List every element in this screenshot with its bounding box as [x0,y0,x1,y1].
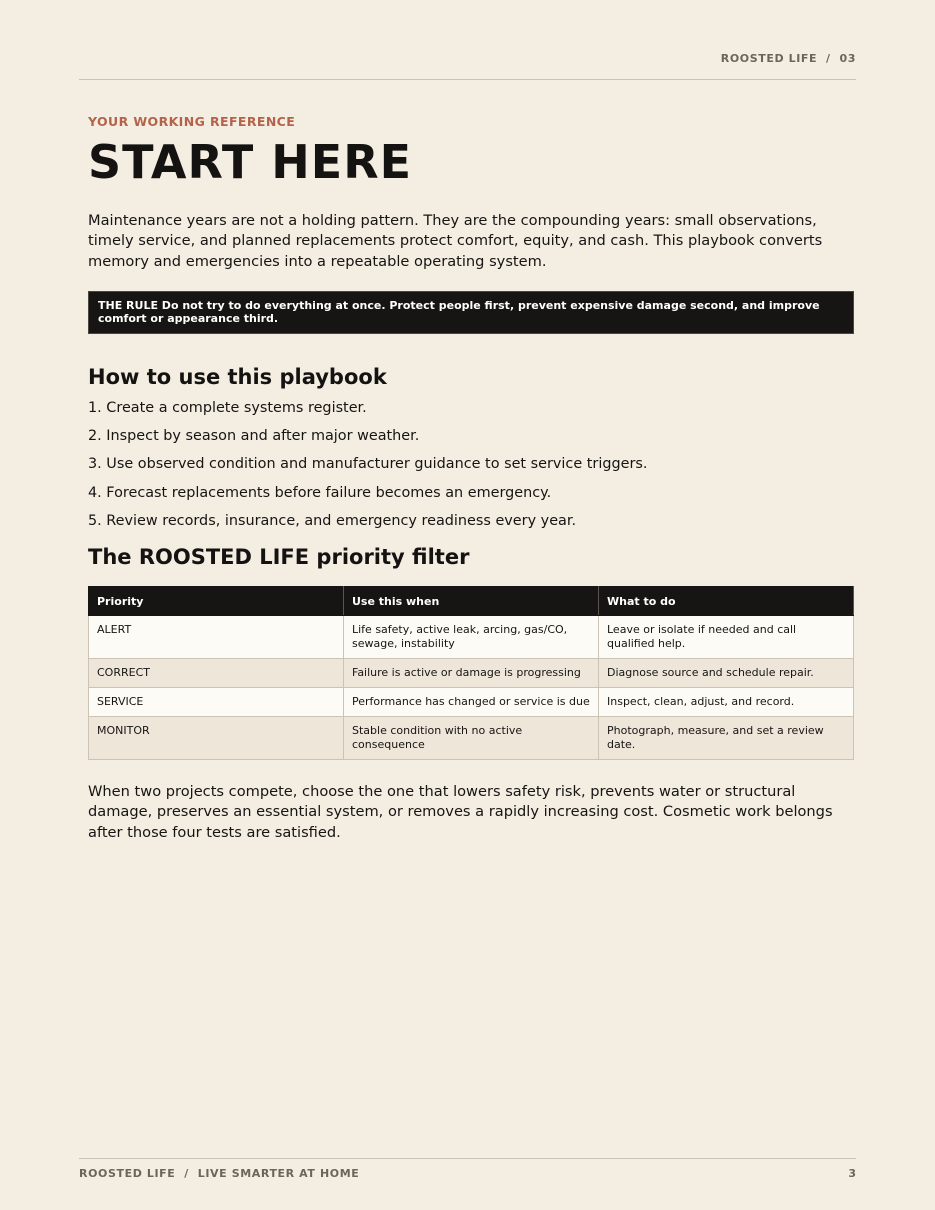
condition-cell: Performance has changed or service is due [344,688,599,717]
priority-filter-heading: The ROOSTED LIFE priority filter [88,545,470,570]
running-header: ROOSTED LIFE / 03 [720,52,856,65]
priority-cell: SERVICE [89,688,344,717]
step-item: 1. Create a complete systems register. [88,399,367,416]
section-eyebrow: YOUR WORKING REFERENCE [88,114,296,129]
intro-paragraph: Maintenance years are not a holding pattern. They are the compounding years: small observations, timely service, and planned replacements protect comfort, equity, and cash. This playbook converts memory and emergencies into a repeatable operating system. [88,212,823,270]
table-row [89,616,854,659]
footer-divider [79,1158,856,1159]
table-row [89,717,854,760]
column-header-use-when: Use this when [344,587,599,616]
table-header-row [89,587,854,616]
condition-cell: Stable condition with no active consequence [344,717,599,760]
action-cell: Photograph, measure, and set a review date. [599,717,854,760]
action-cell: Leave or isolate if needed and call qualified help. [599,616,854,659]
condition-cell: Life safety, active leak, arcing, gas/CO, sewage, instability [344,616,599,659]
priority-cell: MONITOR [89,717,344,760]
column-header-priority: Priority [89,587,344,616]
page-content [88,114,854,843]
header-divider [79,79,856,80]
rule-callout: THE RULE Do not try to do everything at once. Protect people first, prevent expensive damage second, and improve comfort or appearance third. [88,291,854,334]
priority-table [88,586,854,760]
action-cell: Diagnose source and schedule repair. [599,659,854,688]
how-to-heading: How to use this playbook [88,364,387,389]
table-row [89,688,854,717]
footer-running-title: ROOSTED LIFE / LIVE SMARTER AT HOME [79,1167,360,1180]
action-cell: Inspect, clean, adjust, and record. [599,688,854,717]
priority-cell: CORRECT [89,659,344,688]
condition-cell: Failure is active or damage is progressing [344,659,599,688]
closing-paragraph: When two projects compete, choose the one that lowers safety risk, prevents water or structural damage, preserves an essential system, or removes a rapidly increasing cost. Cosmetic work belongs after those four tests are satisfied. [88,783,833,841]
steps-list [88,398,854,531]
page-title: START HERE [88,135,413,189]
step-item: 5. Review records, insurance, and emergency readiness every year. [88,513,577,530]
table-row [89,659,854,688]
page-number: 3 [848,1167,856,1180]
priority-cell: ALERT [89,616,344,659]
column-header-what-to-do: What to do [599,587,854,616]
step-item: 4. Forecast replacements before failure becomes an emergency. [88,484,552,501]
step-item: 3. Use observed condition and manufacturer guidance to set service triggers. [88,456,648,473]
step-item: 2. Inspect by season and after major weather. [88,428,420,445]
